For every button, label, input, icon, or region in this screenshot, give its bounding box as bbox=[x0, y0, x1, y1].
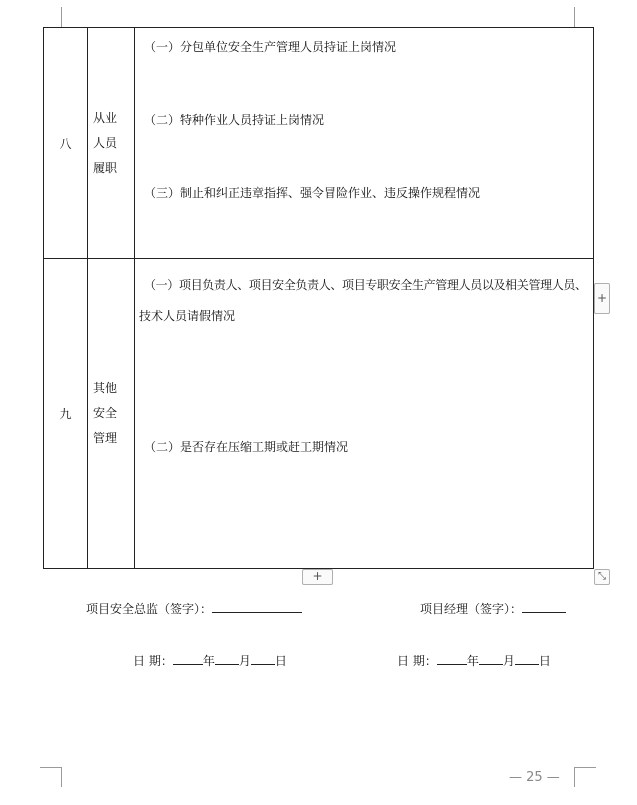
row-content[interactable] bbox=[135, 259, 594, 569]
row-category[interactable] bbox=[88, 28, 135, 259]
table-resize-handle[interactable]: ⤡ bbox=[594, 569, 610, 585]
year-label: 年 bbox=[466, 654, 479, 668]
month-label: 月 bbox=[238, 654, 251, 668]
date-label: 日 期： bbox=[397, 654, 437, 668]
date-line-left bbox=[133, 652, 287, 669]
month-blank[interactable] bbox=[215, 652, 239, 665]
check-item: （一）项目负责人、项目安全负责人、项目专职安全生产管理人员以及相关管理人员、 bbox=[144, 278, 587, 292]
day-blank[interactable] bbox=[515, 652, 539, 665]
row-number[interactable]: 九 bbox=[44, 259, 88, 569]
crop-mark-bottom-left-v bbox=[61, 767, 62, 787]
day-label: 日 bbox=[538, 654, 551, 668]
crop-mark-top-left-v bbox=[61, 7, 62, 27]
check-item: （三）制止和纠正违章指挥、强令冒险作业、违反操作规程情况 bbox=[144, 186, 481, 200]
year-label: 年 bbox=[202, 654, 215, 668]
manager-label: 项目经理（签字）： bbox=[420, 602, 523, 616]
category-line: 安全 bbox=[93, 406, 118, 420]
row-number[interactable]: 八 bbox=[44, 28, 88, 259]
inspection-table bbox=[43, 27, 594, 569]
add-column-button[interactable]: + bbox=[594, 283, 610, 314]
table-row bbox=[44, 28, 594, 259]
category-line: 管理 bbox=[93, 431, 118, 445]
day-blank[interactable] bbox=[251, 652, 275, 665]
table-row bbox=[44, 259, 594, 569]
crop-mark-top-right-v bbox=[574, 7, 575, 27]
category-line: 人员 bbox=[93, 135, 118, 150]
year-blank[interactable] bbox=[437, 652, 467, 665]
check-item: （二）是否存在压缩工期或赶工期情况 bbox=[144, 440, 349, 454]
day-label: 日 bbox=[274, 654, 287, 668]
safety-director-blank[interactable] bbox=[212, 600, 302, 613]
safety-director-label: 项目安全总监（签字）： bbox=[86, 602, 213, 616]
crop-mark-bottom-left-h bbox=[40, 767, 62, 768]
row-category[interactable] bbox=[88, 259, 135, 569]
category-line: 从业 bbox=[93, 110, 118, 125]
date-line-right bbox=[397, 652, 551, 669]
safety-director-signature bbox=[86, 600, 302, 617]
crop-mark-bottom-right-v bbox=[574, 767, 575, 787]
check-item: （二）特种作业人员持证上岗情况 bbox=[144, 113, 325, 127]
year-blank[interactable] bbox=[173, 652, 203, 665]
manager-blank[interactable] bbox=[522, 600, 566, 613]
manager-signature bbox=[420, 600, 566, 617]
add-row-button[interactable]: + bbox=[302, 569, 333, 585]
category-line: 其他 bbox=[93, 381, 118, 395]
category-line: 履职 bbox=[93, 160, 118, 175]
date-label: 日 期： bbox=[133, 654, 173, 668]
row-content[interactable] bbox=[135, 28, 594, 259]
page-number: — 25 — bbox=[509, 770, 560, 785]
check-item: （一）分包单位安全生产管理人员持证上岗情况 bbox=[144, 40, 397, 54]
month-label: 月 bbox=[502, 654, 515, 668]
month-blank[interactable] bbox=[479, 652, 503, 665]
check-item: 技术人员请假情况 bbox=[139, 309, 236, 323]
crop-mark-bottom-right-h bbox=[574, 767, 596, 768]
